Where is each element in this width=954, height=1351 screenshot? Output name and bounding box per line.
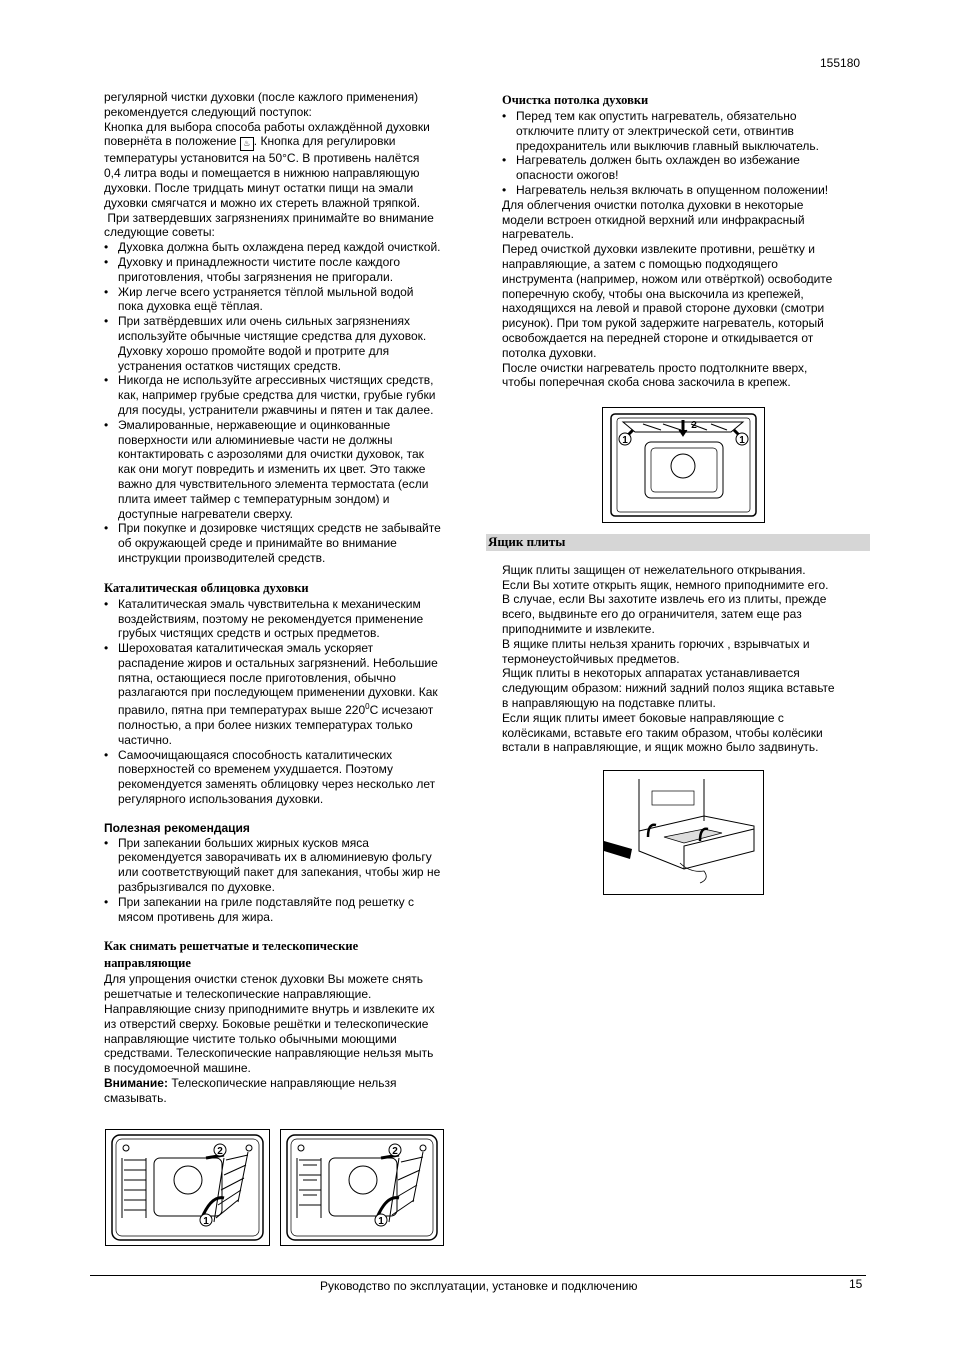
list-item: • Каталитическая эмаль чувствительна к механическим воздействиям, поэтому не рекомендуется применение грубых чистящих средств и острых предметов. (104, 597, 470, 641)
step-2-label: 2 (392, 1146, 398, 1157)
step-2-label: 2 (217, 1146, 223, 1157)
list-item: • При покупке и дозировке чистящих средств не забывайте об окружающей среде и принимайте во внимание инструкции производителей средств. (104, 521, 470, 565)
list-item: • Нагреватель должен быть охлажден во избежание опасности ожогов! (502, 153, 866, 183)
list-item: • Нагреватель нельзя включать в опущенном положении! (502, 183, 866, 198)
catalytic-list (104, 597, 470, 807)
tip-heading: Полезная рекомендация (104, 820, 250, 835)
drawer-paragraph: Ящик плиты защищен от нежелательного открывания. Если Вы хотите открыть ящик, немного приподнимите его. В случае, если Вы захотите извлечь его из плиты, прежде всего, выдвиньте его до ограничителя, затем еще раз приподнимите и извлеките. В ящике плиты нельзя хранить горючих , взрывчатых и термонеустойчивых предметов. Ящик плиты в некоторых аппаратах устанавливается следующим образом: нижний задний полоз ящика вставьте в направляющую на подставке плиты. Если ящик плиты имеет боковые направляющие с колёсиками, вставьте его таким образом, чтобы колёсики встали в направляющие, и ящик можно было задвинуть. (502, 562, 835, 755)
page-number: 15 (849, 1277, 863, 1291)
list-item: • Эмалированные, нержавеющие и оцинкованные поверхности или алюминиевые части не должны контактировать с аэрозолями для очистки духовок, так как они могут повредить и изменить их цвет. Это также важно для чувствительного элемента термостата (если плита имеет таймер с температурным зондом) и доступные нагреватели сверху. (104, 418, 470, 522)
document-number: 155180 (820, 56, 861, 70)
list-item: • Перед тем как опустить нагреватель, обязательно отключите плиту от электрической сети, отвинтив предохранитель или выключив главный выключатель. (502, 109, 866, 153)
rails-removal-figure-1 (105, 1129, 270, 1246)
warning-label: Внимание: (104, 1076, 168, 1091)
list-item: • Шероховатая каталитическая эмаль ускоряет распадение жиров и остальных загрязнений. Небольшие пятна, остающиеся после приготовления, обычно разлагаются при последующем применении духовки. Как правило, пятна при температурах выше $220^0C$ исчезают полностью, а при более низких температурах только частично. (104, 641, 470, 748)
footer-divider (90, 1275, 866, 1276)
drawer-section (488, 534, 866, 755)
list-item: • Жир легче всего устраняется тёплой мыльной водой пока духовка ещё тёплая. (104, 285, 470, 315)
rails-paragraph: Для упрощения очистки стенок духовки Вы можете снять решетчатые и телескопические направляющие. Направляющие снизу приподнимите внутрь и извлеките их из отверстий сверху. Боковые решётки и телескопические направляющие чистите только обычными моющими средствами. Телескопические направляющие нельзя мыть в посудомоечной машине. Внимание: Телескопические направляющие нельзя смазывать. (104, 972, 435, 1105)
ceiling-paragraph: Для облегчения очистки потолка духовки в некоторые модели встроен откидной верхний или инфракрасный нагреватель. Перед очисткой духовки извлеките противни, решётку и направляющие, а затем с помощью подходящего инструмента (например, ножом или отвёрткой) освободите поперечную скобу, чтобы она выскочила из крепежей, находящихся на левой и правой стороне духовки (смотри рисунок). При том рукой задержите нагреватель, который освобождается на передней стороне и откидывается от потолка духовки. После очистки нагреватель просто подтолкните вверх, чтобы поперечная скоба снова заскочила в крепеж. (502, 197, 833, 390)
tip-list (104, 836, 470, 925)
list-item: • Никогда не используйте агрессивных чистящих средств, как, например грубые средства для чистки, грубые губки для посуды, устранители ржавчины и пятен и так далее. (104, 373, 470, 417)
oven-mode-icon: ♨ (240, 137, 254, 151)
list-item: • Духовка должна быть охлаждена перед каждой очисткой. (104, 240, 470, 255)
list-item: • При затвёрдевших или очень сильных загрязнениях используйте обычные чистящие средства для духовок. Духовку хорошо промойте водой и протрите для устранения остатков чистящих средств. (104, 314, 470, 373)
drawer-heading: Ящик плиты (486, 534, 870, 551)
drawer-figure (603, 770, 764, 895)
step-2-label: 2 (691, 420, 697, 431)
right-column (502, 92, 866, 390)
step-1-label: 1 (203, 1216, 209, 1227)
list-item: • Самоочищающаяся способность каталитических поверхностей со временем ухудшается. Поэтому рекомендуется заменять облицовку через несколько лет регулярного использования духовки. (104, 748, 470, 807)
footer-title: Руководство по эксплуатации, установке и подключению (320, 1279, 638, 1293)
step-1-label: 1 (739, 435, 745, 446)
list-item: • При запекании больших жирных кусков мяса рекомендуется заворачивать их в алюминиевую фольгу или соответствующий пакет для запекания, чтобы жир не разбрызгивался по духовке. (104, 836, 470, 895)
ceiling-heading: Очистка потолка духовки (502, 93, 649, 107)
cleaning-advice-list (104, 240, 470, 566)
left-column (104, 90, 470, 1106)
step-1-label: 1 (378, 1216, 384, 1227)
intro-paragraph: регулярной чистки духовки (после кажлого применения) рекомендуется следующий поступок: Кнопка для выбора способа работы охлаждённой духовки повернёта в положение ♨ . Кнопка для регулировки температуры установится на 50°C. В противень налётся 0,4 литра воды и помещается в нижнюю направляющую духовки. После тридцать минут остатки пищи на эмали духовки смягчатся и можно их стереть влажной тряпкой. При затвердевших загрязнениях принимайте во внимание следующие советы: (104, 90, 434, 240)
ceiling-heater-figure (602, 407, 765, 523)
list-item: • Духовку и принадлежности чистите после каждого приготовления, чтобы загрязнения не пригорали. (104, 255, 470, 285)
ceiling-warning-list (502, 109, 866, 198)
step-1-label: 1 (622, 435, 628, 446)
rails-removal-figure-2 (280, 1129, 444, 1246)
catalytic-heading: Каталитическая облицовка духовки (104, 580, 309, 595)
list-item: • При запекании на гриле подставляйте под решетку с мясом противень для жира. (104, 895, 470, 925)
rails-heading: Как снимать решетчатые и телескопические направляющие (104, 939, 359, 971)
